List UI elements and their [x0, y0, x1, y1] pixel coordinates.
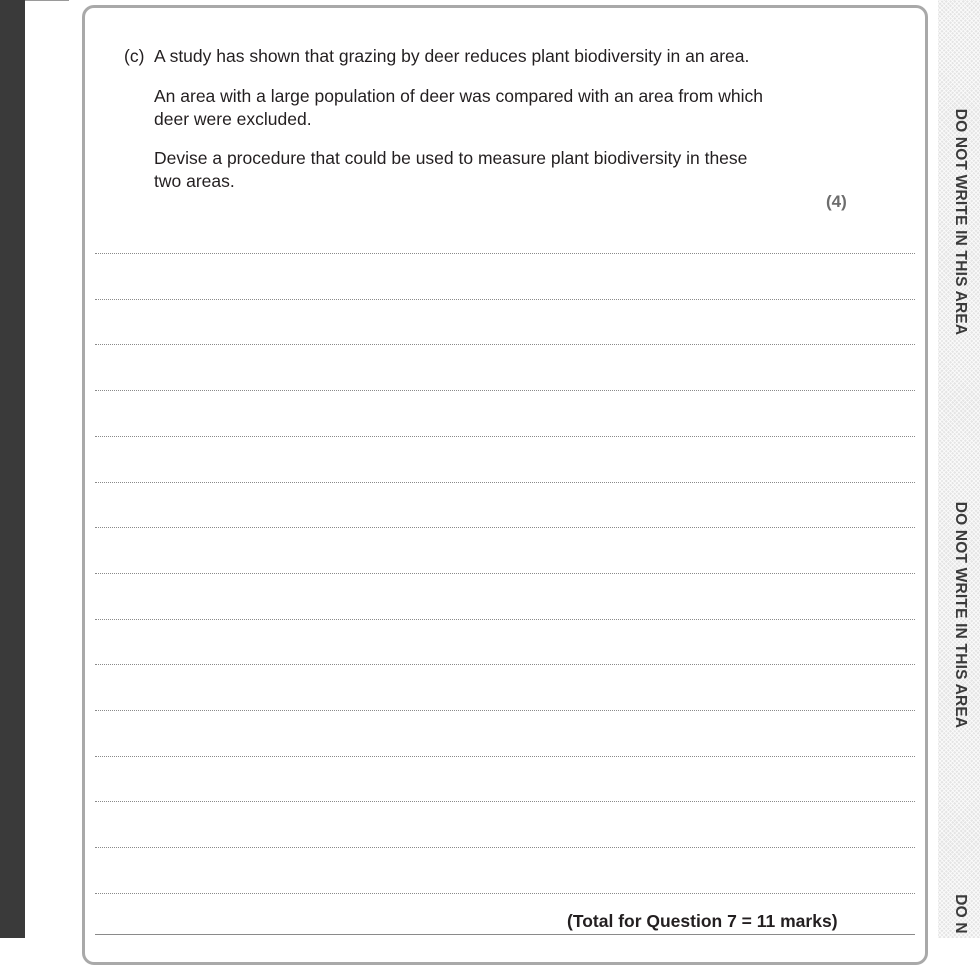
question-task-line: Devise a procedure that could be used to measure plant biodiversity in these	[154, 148, 748, 168]
margin-notice: DO NOT WRITE IN THIS AREA	[952, 108, 969, 336]
top-rule	[25, 0, 69, 1]
answer-line[interactable]	[95, 619, 915, 620]
answer-line[interactable]	[95, 847, 915, 848]
question-context-line: deer were excluded.	[154, 109, 312, 129]
answer-line[interactable]	[95, 893, 915, 894]
question-context-line: An area with a large population of deer was compared with an area from which	[154, 86, 763, 106]
left-margin-bar	[0, 0, 25, 938]
answer-line[interactable]	[95, 390, 915, 391]
bottom-rule	[95, 934, 915, 935]
margin-notice: DO N	[952, 894, 969, 934]
answer-line[interactable]	[95, 664, 915, 665]
question-task-line: two areas.	[154, 171, 235, 191]
answer-line[interactable]	[95, 710, 915, 711]
marks-label: (4)	[826, 192, 847, 211]
answer-line[interactable]	[95, 573, 915, 574]
answer-line[interactable]	[95, 756, 915, 757]
question-stem: A study has shown that grazing by deer reduces plant biodiversity in an area.	[154, 46, 750, 66]
answer-line[interactable]	[95, 299, 915, 300]
answer-line[interactable]	[95, 482, 915, 483]
answer-line[interactable]	[95, 436, 915, 437]
question-total: (Total for Question 7 = 11 marks)	[567, 911, 838, 931]
answer-line[interactable]	[95, 344, 915, 345]
margin-notice: DO NOT WRITE IN THIS AREA	[952, 501, 969, 729]
answer-line[interactable]	[95, 527, 915, 528]
answer-line[interactable]	[95, 253, 915, 254]
question-part-label: (c)	[124, 46, 145, 66]
answer-line[interactable]	[95, 801, 915, 802]
